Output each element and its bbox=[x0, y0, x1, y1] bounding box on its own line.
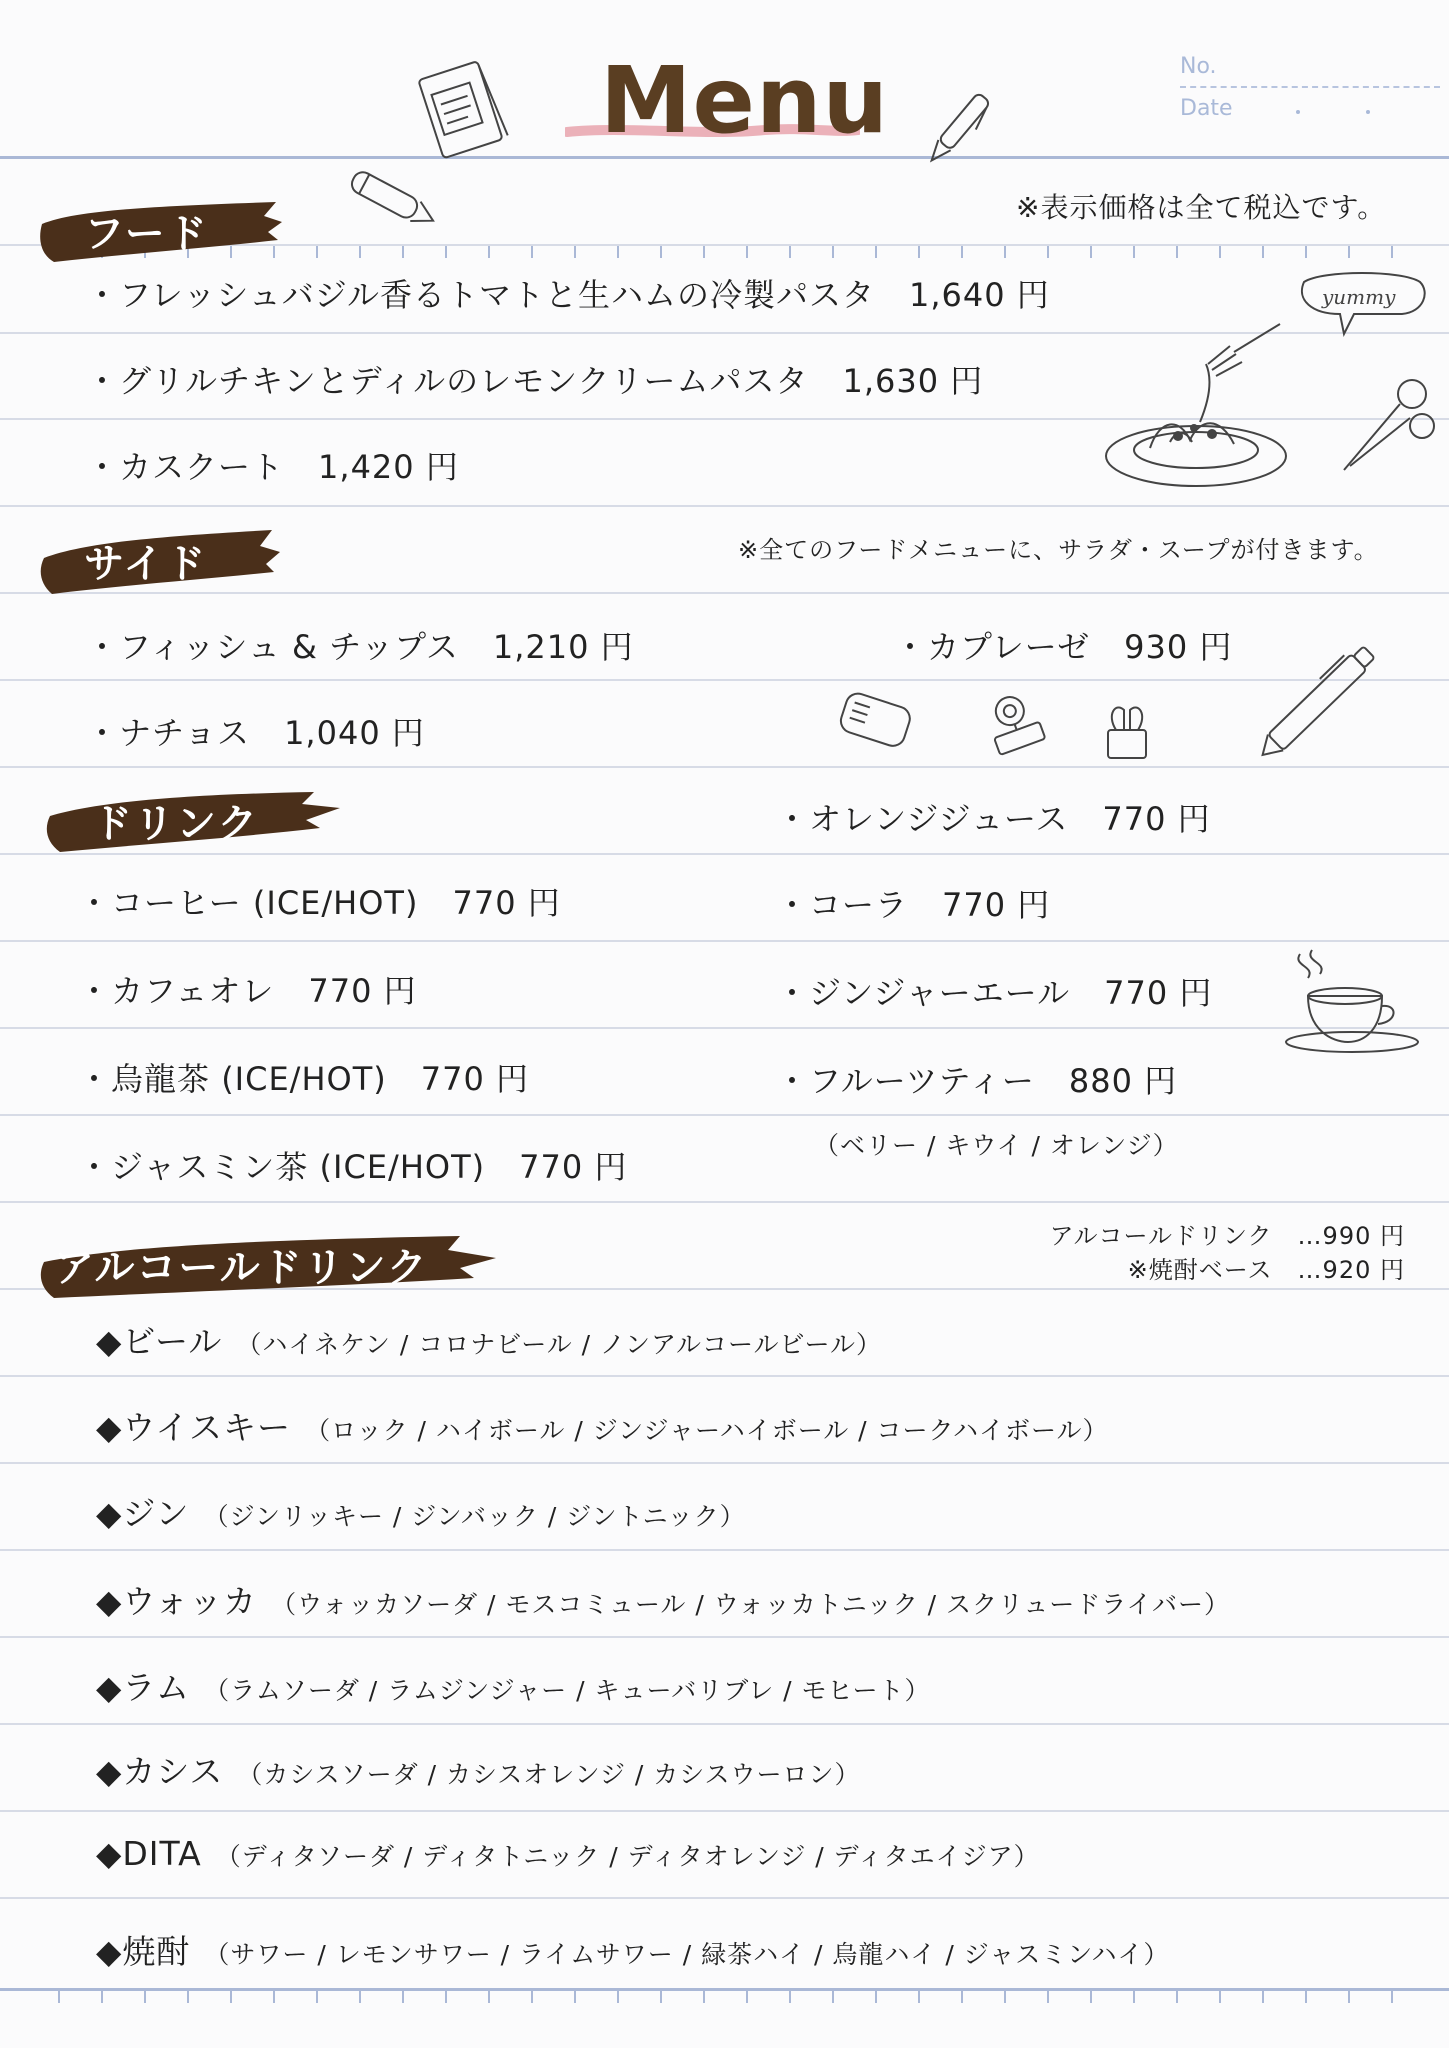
alcohol-item bbox=[96, 1488, 746, 1535]
rule-tick bbox=[1047, 246, 1049, 258]
rule bbox=[0, 1723, 1449, 1725]
rule-tick bbox=[1305, 246, 1307, 258]
rule-tick bbox=[359, 246, 361, 258]
item-name: ◆ラム bbox=[96, 1668, 191, 1707]
item-name: カプレーゼ bbox=[927, 628, 1091, 666]
yummy-text: yummy bbox=[1322, 285, 1396, 309]
rule-tick bbox=[488, 246, 490, 258]
section-alcohol-label: アルコールドリンク bbox=[54, 1245, 429, 1291]
alcohol-item bbox=[96, 1576, 1230, 1623]
rule bbox=[0, 1897, 1449, 1899]
rule-ticks bbox=[0, 1991, 1449, 2003]
item-options: （ディタソーダ / ディタトニック / ディタオレンジ / ディタエイジア） bbox=[215, 1842, 1040, 1871]
date-dot bbox=[1366, 110, 1370, 114]
item-name: フィッシュ & チップス bbox=[119, 628, 459, 666]
rule-tick bbox=[316, 246, 318, 258]
rule-tick bbox=[660, 246, 662, 258]
item-name: カフェオレ bbox=[111, 972, 275, 1010]
rule-tick bbox=[918, 246, 920, 258]
item-name: コーラ bbox=[809, 886, 909, 924]
rule bbox=[0, 505, 1449, 507]
item-price: 770 円 bbox=[1102, 800, 1211, 838]
side-item: ・ナチョス 1,040 円 bbox=[86, 714, 425, 752]
rule-tick bbox=[789, 1991, 791, 2003]
notebook-icon bbox=[408, 56, 518, 166]
rule-tick bbox=[875, 1991, 877, 2003]
item-name: ジャスミン茶 (ICE/HOT) bbox=[111, 1148, 486, 1186]
rule-tick bbox=[488, 1991, 490, 2003]
side-item: ・フィッシュ & チップス 1,210 円 bbox=[86, 628, 634, 666]
pasta-icon bbox=[1100, 318, 1300, 498]
item-name: コーヒー (ICE/HOT) bbox=[111, 884, 419, 922]
item-price: 1,210 円 bbox=[492, 628, 634, 666]
rule-tick bbox=[273, 1991, 275, 2003]
coffee-cup-icon bbox=[1272, 946, 1422, 1056]
crayon-icon bbox=[340, 160, 445, 240]
rule-tick bbox=[445, 246, 447, 258]
rule-tick bbox=[832, 246, 834, 258]
rule bbox=[0, 1636, 1449, 1638]
item-options: （ジンリッキー / ジンバック / ジントニック） bbox=[203, 1502, 746, 1531]
section-side-header bbox=[36, 518, 286, 598]
item-price: 770 円 bbox=[942, 886, 1051, 924]
side-note: ※全てのフードメニューに、サラダ・スープが付きます。 bbox=[738, 536, 1379, 564]
rule-tick bbox=[918, 1991, 920, 2003]
rule-tick bbox=[703, 1991, 705, 2003]
item-options: （ラムソーダ / ラムジンジャー / キューバリブレ / モヒート） bbox=[204, 1676, 931, 1705]
alcohol-item bbox=[96, 1926, 1169, 1973]
item-options: （ウォッカソーダ / モスコミュール / ウォッカトニック / スクリュードライバー） bbox=[271, 1590, 1231, 1619]
rule-tick bbox=[617, 1991, 619, 2003]
rule-tick bbox=[1219, 246, 1221, 258]
rule-tick bbox=[1391, 1991, 1393, 2003]
rule bbox=[0, 1027, 1449, 1029]
alcohol-item bbox=[96, 1746, 861, 1793]
rule-tick bbox=[1176, 1991, 1178, 2003]
item-name: フルーツティー bbox=[809, 1062, 1035, 1100]
side-item: ・カプレーゼ 930 円 bbox=[894, 628, 1233, 666]
item-name: ジンジャーエール bbox=[809, 974, 1071, 1012]
date-dot bbox=[1296, 110, 1300, 114]
item-name: ◆ウォッカ bbox=[96, 1582, 258, 1621]
item-price: 770 円 bbox=[519, 1148, 628, 1186]
item-name: カスクート bbox=[119, 448, 285, 486]
item-name: ◆DITA bbox=[96, 1834, 202, 1873]
rule-tick bbox=[402, 1991, 404, 2003]
rule-tick bbox=[359, 1991, 361, 2003]
rule-tick bbox=[574, 1991, 576, 2003]
drink-item: ・オレンジジュース 770 円 bbox=[776, 800, 1211, 838]
page-title: Menu bbox=[600, 47, 889, 154]
item-name: ◆焼酎 bbox=[96, 1932, 191, 1971]
rule-tick bbox=[789, 246, 791, 258]
food-item: ・カスクート 1,420 円 bbox=[86, 448, 459, 486]
rule-tick bbox=[1133, 246, 1135, 258]
no-label: No. bbox=[1180, 54, 1217, 79]
item-name: ◆ビール bbox=[96, 1322, 223, 1361]
fruit-tea-note: （ベリー / キウイ / オレンジ） bbox=[814, 1131, 1179, 1160]
rule-tick bbox=[445, 1991, 447, 2003]
rule-tick bbox=[402, 246, 404, 258]
rule-tick bbox=[660, 1991, 662, 2003]
item-name: グリルチキンとディルのレモンクリームパスタ bbox=[119, 362, 809, 400]
rule-tick bbox=[746, 246, 748, 258]
section-drink-label: ドリンク bbox=[92, 801, 260, 847]
scissors-icon bbox=[1330, 370, 1440, 480]
rule-tick bbox=[617, 246, 619, 258]
mechanical-pencil-icon bbox=[1238, 618, 1408, 778]
rule-tick bbox=[1004, 1991, 1006, 2003]
item-price: 1,040 円 bbox=[284, 714, 425, 752]
item-price: 1,630 円 bbox=[842, 362, 984, 400]
date-label: Date bbox=[1180, 96, 1233, 121]
alcohol-item bbox=[96, 1402, 1109, 1449]
top-rule bbox=[0, 156, 1449, 159]
item-price: 770 円 bbox=[420, 1060, 530, 1098]
rule-tick bbox=[531, 246, 533, 258]
rule-tick bbox=[187, 1991, 189, 2003]
rule bbox=[0, 766, 1449, 768]
rule bbox=[0, 1201, 1449, 1203]
rule-tick bbox=[1004, 246, 1006, 258]
item-name: オレンジジュース bbox=[809, 800, 1069, 838]
rule-tick bbox=[961, 1991, 963, 2003]
tape-icon bbox=[836, 686, 916, 756]
rule bbox=[0, 1462, 1449, 1464]
binder-clip-icon bbox=[1102, 700, 1152, 762]
alcohol-price-line-2: ※焼酎ベース …920 円 bbox=[1127, 1256, 1405, 1284]
item-price: 770 円 bbox=[1104, 974, 1213, 1012]
rule-tick bbox=[703, 246, 705, 258]
alcohol-price-line-1: アルコールドリンク …990 円 bbox=[1049, 1222, 1405, 1250]
drink-item: ・ジンジャーエール 770 円 bbox=[776, 974, 1213, 1012]
rule-tick bbox=[230, 1991, 232, 2003]
rule bbox=[0, 679, 1449, 681]
section-food-label: フード bbox=[84, 211, 209, 257]
rule-tick bbox=[1348, 246, 1350, 258]
rule-tick bbox=[531, 1991, 533, 2003]
rule-tick bbox=[1305, 1991, 1307, 2003]
alcohol-item bbox=[96, 1834, 1040, 1873]
rule-tick bbox=[961, 246, 963, 258]
rule bbox=[0, 1114, 1449, 1116]
item-name: 烏龍茶 (ICE/HOT) bbox=[111, 1060, 387, 1098]
item-name: フレッシュバジル香るトマトと生ハムの冷製パスタ bbox=[119, 276, 875, 314]
item-options: （カシスソーダ / カシスオレンジ / カシスウーロン） bbox=[237, 1760, 861, 1789]
alcohol-item bbox=[96, 1316, 882, 1363]
rule-tick bbox=[1176, 246, 1178, 258]
rule bbox=[0, 1810, 1449, 1812]
rule-tick bbox=[144, 1991, 146, 2003]
food-item: ・フレッシュバジル香るトマトと生ハムの冷製パスタ 1,640 円 bbox=[86, 276, 1050, 314]
tax-note: ※表示価格は全て税込です。 bbox=[1016, 191, 1387, 224]
rule bbox=[0, 1549, 1449, 1551]
rule-tick bbox=[875, 246, 877, 258]
item-name: ナチョス bbox=[119, 714, 251, 752]
item-name: ◆ジン bbox=[96, 1494, 190, 1533]
alcohol-item bbox=[96, 1662, 931, 1709]
rule-tick bbox=[1262, 246, 1264, 258]
rule-tick bbox=[1090, 246, 1092, 258]
drink-item: ・烏龍茶 (ICE/HOT) 770 円 bbox=[78, 1060, 530, 1098]
pen-icon bbox=[918, 84, 998, 174]
rule-tick bbox=[1391, 246, 1393, 258]
item-price: 1,640 円 bbox=[908, 276, 1050, 314]
rule-tick bbox=[1262, 1991, 1264, 2003]
rule-tick bbox=[832, 1991, 834, 2003]
item-name: ◆カシス bbox=[96, 1752, 224, 1791]
item-price: 770 円 bbox=[452, 884, 561, 922]
food-item: ・グリルチキンとディルのレモンクリームパスタ 1,630 円 bbox=[86, 362, 984, 400]
rule-tick bbox=[1047, 1991, 1049, 2003]
item-options: （ロック / ハイボール / ジンジャーハイボール / コークハイボール） bbox=[305, 1416, 1109, 1445]
rule-tick bbox=[1090, 1991, 1092, 2003]
drink-item: ・カフェオレ 770 円 bbox=[78, 972, 417, 1010]
rule-tick bbox=[58, 1991, 60, 2003]
item-options: （サワー / レモンサワー / ライムサワー / 緑茶ハイ / 烏龍ハイ / ジャスミンハイ） bbox=[204, 1940, 1170, 1969]
speech-bubble-icon bbox=[1292, 266, 1432, 346]
drink-item: ・コーラ 770 円 bbox=[776, 886, 1051, 924]
rule-tick bbox=[574, 246, 576, 258]
item-price: 1,420 円 bbox=[318, 448, 459, 486]
rule-tick bbox=[1219, 1991, 1221, 2003]
section-side-label: サイド bbox=[84, 541, 208, 587]
item-price: 930 円 bbox=[1124, 628, 1233, 666]
section-drink-header bbox=[44, 778, 344, 858]
rule bbox=[0, 1375, 1449, 1377]
rule-tick bbox=[1348, 1991, 1350, 2003]
item-name: ◆ウイスキー bbox=[96, 1408, 292, 1447]
clip-icon bbox=[980, 690, 1052, 766]
rule-tick bbox=[101, 1991, 103, 2003]
drink-item: ・ジャスミン茶 (ICE/HOT) 770 円 bbox=[78, 1148, 628, 1186]
drink-item: ・フルーツティー 880 円 bbox=[776, 1062, 1178, 1100]
section-alcohol-header bbox=[40, 1222, 500, 1302]
item-price: 880 円 bbox=[1068, 1062, 1178, 1100]
item-options: （ハイネケン / コロナビール / ノンアルコールビール） bbox=[236, 1330, 883, 1359]
rule-tick bbox=[316, 1991, 318, 2003]
rule bbox=[0, 940, 1449, 942]
section-food-header bbox=[36, 188, 286, 268]
item-price: 770 円 bbox=[308, 972, 417, 1010]
rule-tick bbox=[1133, 1991, 1135, 2003]
rule-tick bbox=[746, 1991, 748, 2003]
drink-item: ・コーヒー (ICE/HOT) 770 円 bbox=[78, 884, 561, 922]
no-line bbox=[1180, 86, 1440, 88]
